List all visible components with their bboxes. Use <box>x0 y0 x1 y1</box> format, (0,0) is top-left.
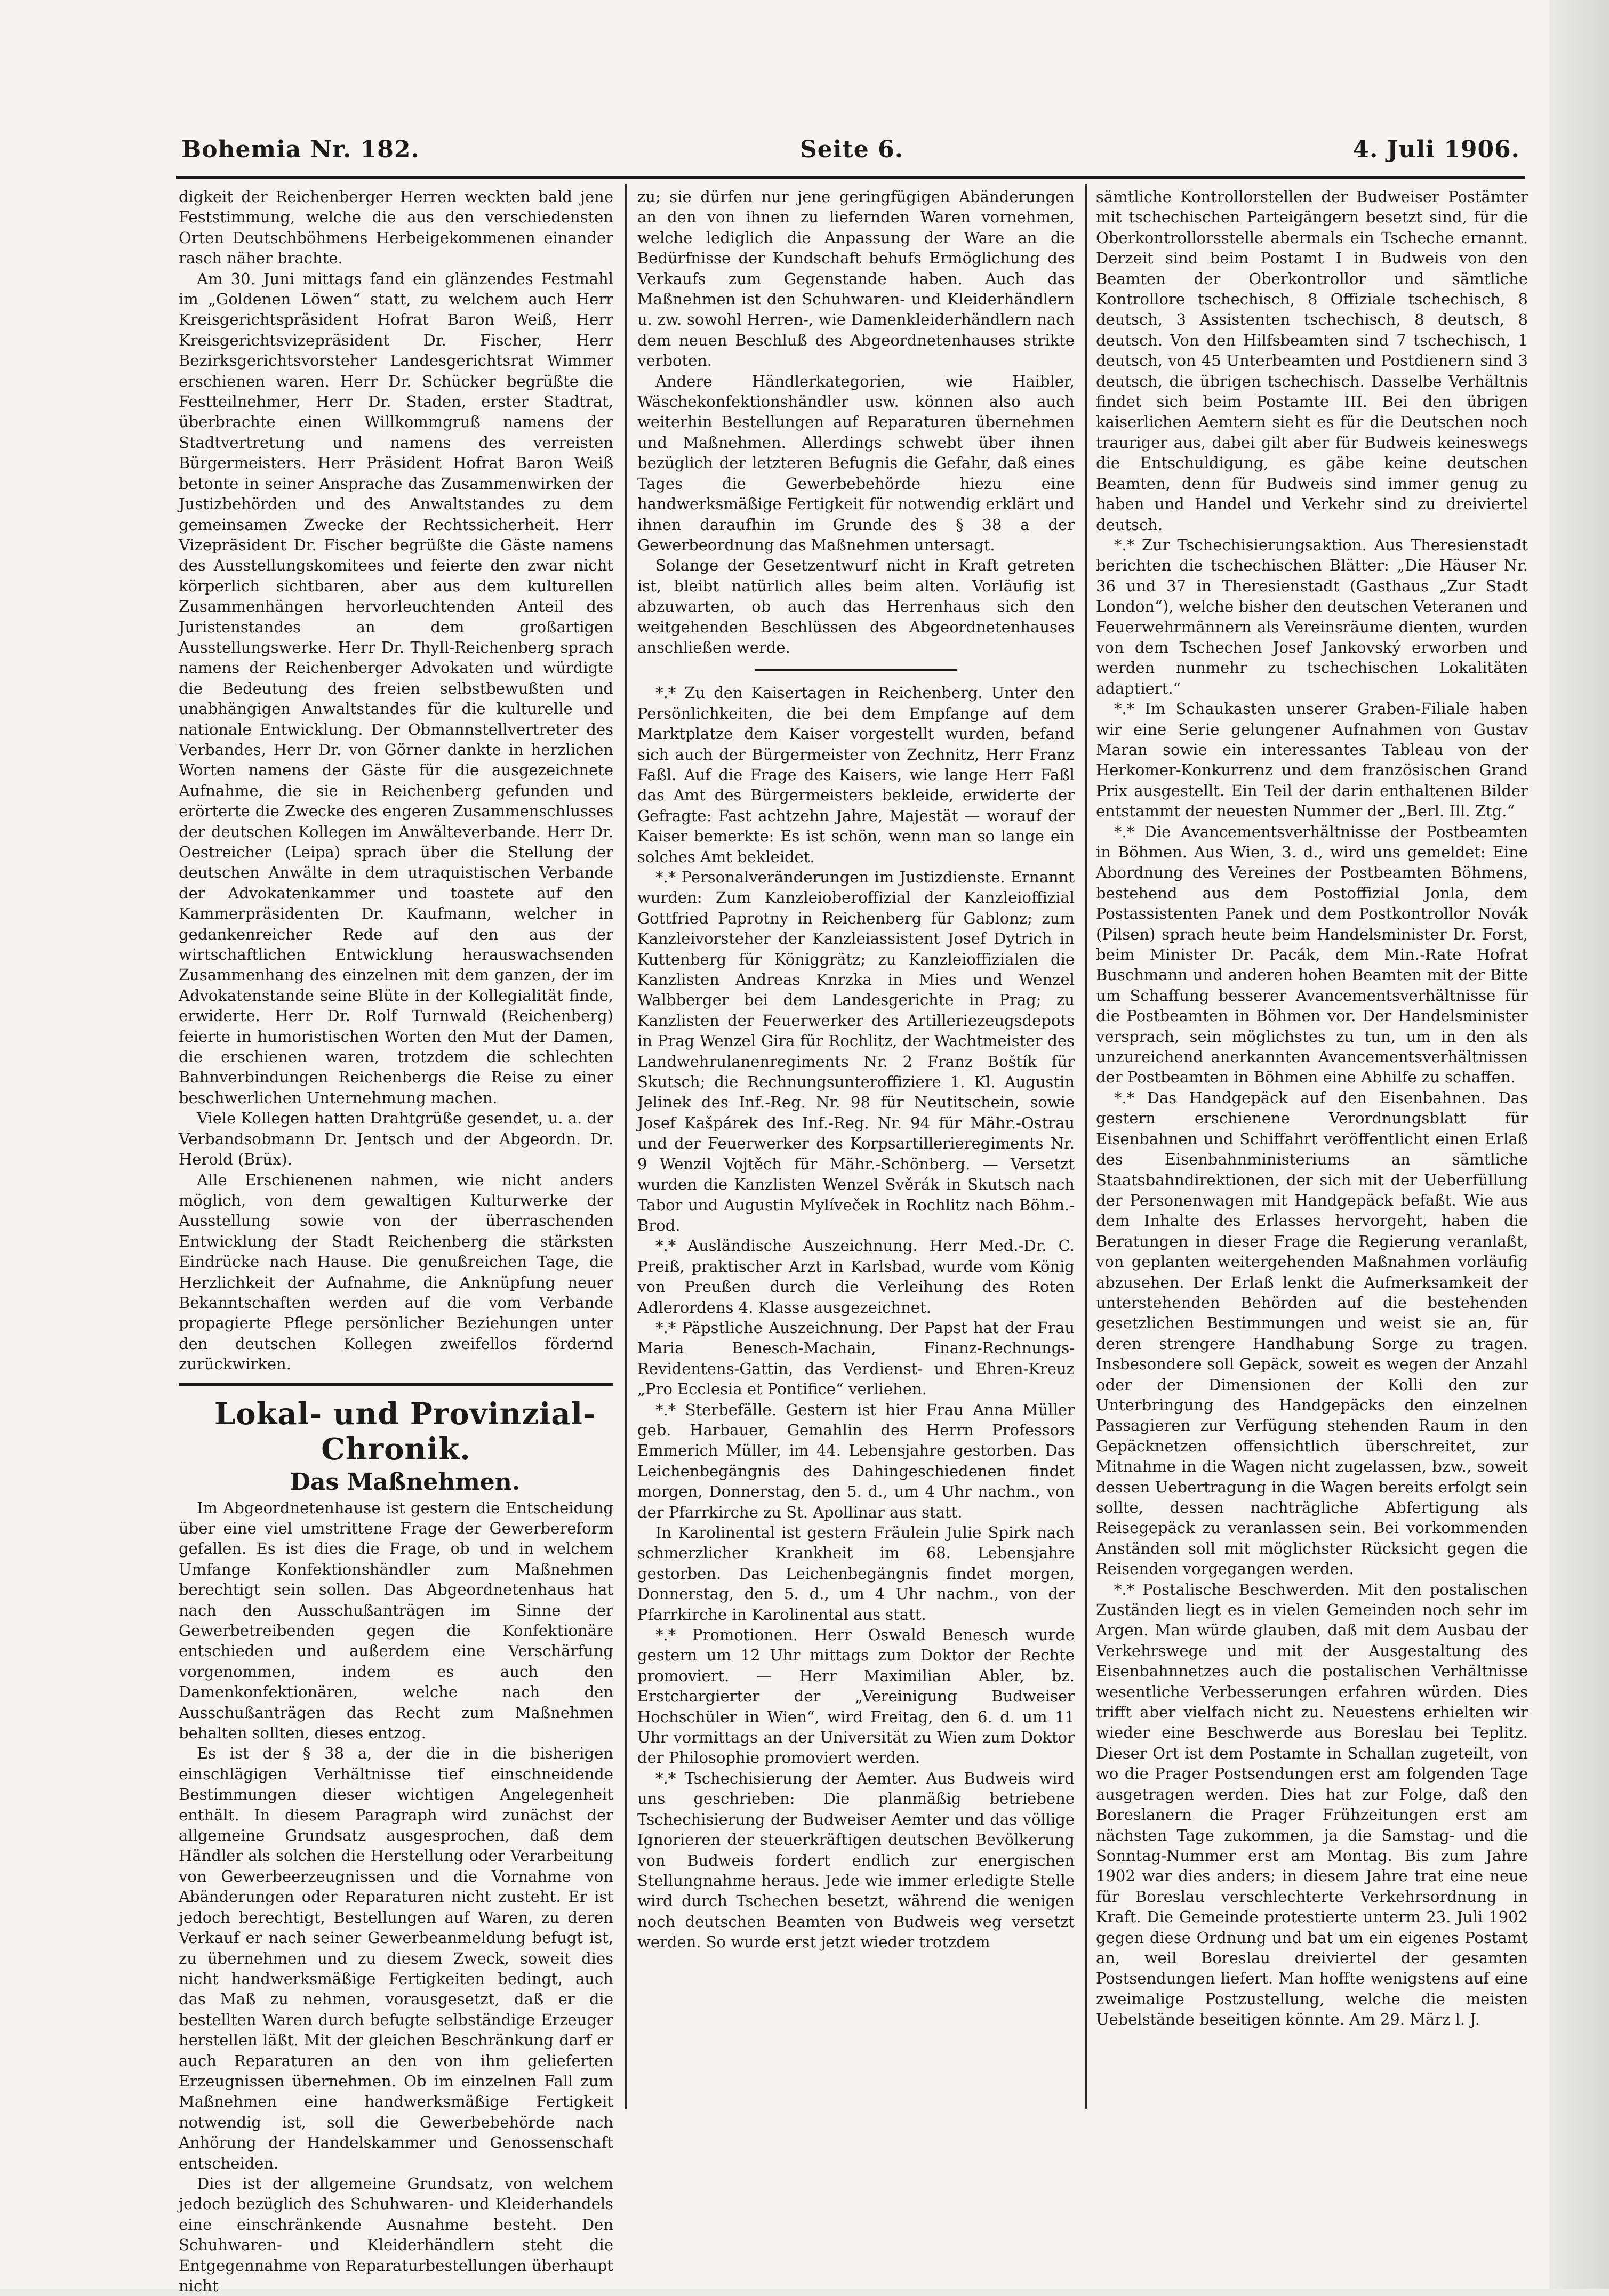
paragraph: Im Abgeordnetenhause ist gestern die Entscheidung über eine viel umstrittene Frage der Gewerbereform gefallen. Es ist dies die Frage, ob und in welchem Umfange Konfektionshändler zum Maßnehmen berechtigt sein sollen. Das Abgeordnetenhaus hat nach den Ausschußanträgen im Sinne der Gewerbetreibenden gegen die Konfektionäre entschieden und außerdem eine Verschärfung vorgenommen, indem es auch den Damenkonfektionären, welche nach den Ausschußanträgen das Recht zum Maßnehmen behalten sollten, dieses entzog. <box>179 1498 613 1743</box>
news-item: *.* Päpstliche Auszeichnung. Der Papst hat der Frau Maria Benesch-Machain, Finanz-Rechnungs-Revidentens-Gattin, das Verdienst- und Ehren-Kreuz „Pro Ecclesia et Pontifice“ verliehen. <box>637 1318 1075 1399</box>
news-item: *.* Zu den Kaisertagen in Reichenberg. Unter den Persönlichkeiten, die bei dem Empfange auf dem Marktplatze dem Kaiser vorgestellt wurden, befand sich auch der Bürgermeister von Zechnitz, Herr Franz Faßl. Auf die Frage des Kaisers, wie lange Herr Faßl das Amt des Bürgermeisters bekleide, erwiderte der Gefragte: Fast achtzehn Jahre, Majestät — worauf der Kaiser bemerkte: Es ist schön, wenn man so lange ein solches Amt bekleidet. <box>637 684 1075 866</box>
paragraph: Es ist der § 38 a, der die in die bisherigen einschlägigen Verhältnisse tief einschneidende Bestimmungen dieser wichtigen Angelegenheit enthält. In diesem Paragraph wird zunächst der allgemeine Grundsatz ausgesprochen, daß dem Händler als solchen die Herstellung oder Verarbeitung von Gewerbeerzeugnissen und die Vornahme von Abänderungen oder Reparaturen nicht zusteht. Er ist jedoch berechtigt, Bestellungen auf Waren, zu deren Verkauf er nach seiner Gewerbeanmeldung befugt ist, zu übernehmen und zu diesem Zweck, soweit dies nicht handwerksmäßige Fertigkeiten bedingt, auch das Maß zu nehmen, vorausgesetzt, daß er die bestellten Waren durch befugte selbständige Erzeuger herstellen läßt. Mit der gleichen Beschränkung darf er auch Reparaturen an den von ihm gelieferten Erzeugnissen übernehmen. Ob im einzelnen Fall zum Maßnehmen eine handwerksmäßige Fertigkeit notwendig ist, soll die Gewerbebehörde nach Anhörung der Handelskammer und Genossenschaft entscheiden. <box>179 1744 613 2172</box>
section-rule <box>179 1383 613 1386</box>
header-center: Seite 6. <box>800 136 904 163</box>
section-title: Lokal- und Provinzial-Chronik. <box>214 1396 596 1467</box>
news-item: *.* Promotionen. Herr Oswald Benesch wurde gestern um 12 Uhr mittags zum Doktor der Rechte promoviert. — Herr Maximilian Abler, bz. Erstchargierter der „Vereinigung Budweiser Hochschüler in Wien“, wird Freitag, den 6. d. um 11 Uhr vormittags an der Universität zu Wien zum Doktor der Philosophie promoviert werden. <box>637 1626 1075 1767</box>
page-header <box>181 136 1520 173</box>
article-title: Das Maßnehmen. <box>290 1468 521 1496</box>
paragraph: Viele Kollegen hatten Drahtgrüße gesendet, u. a. der Verbandsobmann Dr. Jentsch und der Abgeordn. Dr. Herold (Brüx). <box>179 1109 613 1169</box>
column-3 <box>1096 187 1528 2122</box>
news-item: *.* Ausländische Auszeichnung. Herr Med.-Dr. C. Preiß, praktischer Arzt in Karlsbad, wurde vom König von Preußen durch die Verleihung des Roten Adlerordens 4. Klasse ausgezeichnet. <box>637 1237 1075 1316</box>
paragraph: In Karolinental ist gestern Fräulein Julie Spirk nach schmerzlicher Krankheit im 68. Lebensjahre gestorben. Das Leichenbegängnis findet morgen, Donnerstag, den 5. d., um 4 Uhr nachm., von der Pfarrkirche in Karolinental aus statt. <box>637 1523 1075 1624</box>
header-left: Bohemia Nr. 182. <box>181 136 420 163</box>
column-2 <box>637 187 1075 2122</box>
paragraph: sämtliche Kontrollorstellen der Budweiser Postämter mit tschechischen Parteigängern besetzt sind, für die Oberkontrollorsstelle abermals ein Tscheche ernannt. Derzeit sind beim Postamt I in Budweis von den Beamten der Oberkontrollor und sämtliche Kontrollore tschechisch, 8 Offiziale tschechisch, 8 deutsch, 3 Assistenten tschechisch, 8 deutsch, 8 deutsch. Von den Hilfsbeamten sind 7 tschechisch, 1 deutsch, von 45 Unterbeamten und Postdienern sind 3 deutsch, die übrigen tschechisch. Dasselbe Verhältnis findet sich beim Postamte III. Bei den übrigen kaiserlichen Aemtern sieht es für die Deutschen noch trauriger aus, dabei gilt aber für Budweis keineswegs die Entschuldigung, es gäbe keine deutschen Beamten, denn für Budweis sind immer genug zu haben und Handel und Verkehr sind zu dreiviertel deutsch. <box>1096 188 1528 534</box>
column-1 <box>179 187 613 2295</box>
news-item: *.* Das Handgepäck auf den Eisenbahnen. Das gestern erschienene Verordnungsblatt für Eisenbahnen und Schiffahrt veröffentlicht einen Erlaß des Eisenbahnministeriums an sämtliche Staatsbahndirektionen, der sich mit der Ueberfüllung der Personenwagen mit Handgepäck befaßt. Wie aus dem Inhalte des Erlasses hervorgeht, haben die Beratungen in dieser Frage die Regierung veranlaßt, von geplanten weitergehenden Maßnahmen vorläufig abzusehen. Der Erlaß lenkt die Aufmerksamkeit der unterstehenden Behörden auf die bestehenden gesetzlichen Bestimmungen und weist sie an, für deren strengere Handhabung Sorge zu tragen. Insbesondere soll Gepäck, soweit es wegen der Anzahl oder der Dimensionen der Kolli den zur Unterbringung des Handgepäcks den einzelnen Passagieren zur Verfügung stehenden Raum in den Gepäcknetzen offensichtlich überschreitet, zur Mitnahme in die Wagen nicht zugelassen, bzw., soweit dessen Uebertragung in die Wagen bereits erfolgt sein sollte, dessen nachträgliche Abfertigung als Reisegepäck zu veranlassen sein. Bei vorkommenden Anständen soll mit möglichster Rücksicht gegen die Reisenden vorgegangen werden. <box>1096 1088 1528 1578</box>
news-item: *.* Tschechisierung der Aemter. Aus Budweis wird uns geschrieben: Die planmäßig betriebene Tschechisierung der Budweiser Aemter und das völlige Ignorieren der steuerkräftigen deutschen Bevölkerung von Budweis fordert endlich zur energischen Stellungnahme heraus. Jede wie immer erledigte Stelle wird durch Tschechen besetzt, während die wenigen noch deutschen Beamten von Budweis weg versetzt werden. So wurde erst jetzt wieder trotzdem <box>637 1769 1075 1952</box>
column-divider-2 <box>1085 184 1087 2109</box>
news-item: *.* Sterbefälle. Gestern ist hier Frau Anna Müller geb. Harbauer, Gemahlin des Herrn Professors Emmerich Müller, im 44. Lebensjahre gestorben. Das Leichenbegängnis des Dahingeschiedenen findet morgen, Donnerstag, den 5. d., um 4 Uhr nachm., von der Pfarrkirche zu St. Apollinar aus statt. <box>637 1400 1075 1521</box>
news-item: *.* Postalische Beschwerden. Mit den postalischen Zuständen liegt es in vielen Gemeinden noch sehr im Argen. Man würde glauben, daß mit dem Ausbau der Verkehrswege und mit der Ausgestaltung des Eisenbahnnetzes auch die postalischen Verhältnisse wesentliche Verbesserungen erfahren würden. Dies trifft aber vielfach nicht zu. Neuestens erhielten wir wieder eine Beschwerde aus Boreslau bei Teplitz. Dieser Ort ist dem Postamte in Schallan zugeteilt, von wo die Prager Postsendungen erst am folgenden Tage ausgetragen werden. Dies hat zur Folge, daß den Boreslanern die Prager Frühzeitungen erst am nächsten Tage zukommen, ja die Samstag- und die Sonntag-Nummer erst am Montag. Bis zum Jahre 1902 war dies anders; in diesem Jahre trat eine neue für Boreslau verschlechterte Verkehrsordnung in Kraft. Die Gemeinde protestierte unterm 23. Juli 1902 gegen diese Ordnung und bat um ein eigenes Postamt an, weil Boreslau dreiviertel der gesamten Postsendungen liefert. Man hoffte wenigstens auf eine zweimalige Postzustellung, welche die meisten Uebelstände beseitigen könnte. Am 29. März l. J. <box>1096 1580 1528 2029</box>
news-item: *.* Die Avancementsverhältnisse der Postbeamten in Böhmen. Aus Wien, 3. d., wird uns gemeldet: Eine Abordnung des Vereines der Postbeamten Böhmens, bestehend aus dem Postoffizial Jonla, dem Postassistenten Panek und dem Postkontrollor Novák (Pilsen) sprach heute beim Handelsminister Dr. Forst, beim Minister Dr. Pacák, dem Min.-Rate Hofrat Buschmann und anderen hohen Beamten mit der Bitte um Schaffung besserer Avancementsverhältnisse für die Postbeamten in Böhmen vor. Der Handelsminister versprach, sein möglichstes zu tun, um in den als unzureichend anerkannten Avancementsverhältnissen der Postbeamten in Böhmen eine Abhilfe zu schaffen. <box>1096 822 1528 1087</box>
paragraph: Solange der Gesetzentwurf nicht in Kraft getreten ist, bleibt natürlich alles beim alten. Vorläufig ist abzuwarten, ob auch das Herrenhaus sich den weitgehenden Beschlüssen des Abgeordnetenhauses anschließen werde. <box>637 556 1075 656</box>
paragraph: zu; sie dürfen nur jene geringfügigen Abänderungen an den von ihnen zu liefernden Waren vornehmen, welche lediglich die Anpassung der Ware an die Bedürfnisse der Kundschaft behufs Ermöglichung des Verkaufs zum Gegenstande haben. Auch das Maßnehmen ist den Schuhwaren- und Kleiderhändlern u. zw. sowohl Herren-, wie Damenkleiderhändlern nach dem neuen Beschluß des Abgeordnetenhauses strikte verboten. <box>637 188 1075 370</box>
news-item: *.* Im Schaukasten unserer Graben-Filiale haben wir eine Serie gelungener Aufnahmen von Gustav Maran sowie ein interessantes Tableau von der Herkomer-Konkurrenz und dem französischen Grand Prix ausgestellt. Ein Teil der darin enthaltenen Bilder entstammt der neuesten Nummer der „Berl. Ill. Ztg.“ <box>1096 700 1528 821</box>
paragraph: Dies ist der allgemeine Grundsatz, von welchem jedoch bezüglich des Schuhwaren- und Kleiderhandels eine einschränkende Ausnahme besteht. Den Schuhwaren- und Kleiderhändlern steht die Entgegennahme von Reparaturbestellungen überhaupt nicht <box>179 2174 613 2295</box>
paragraph: Alle Erschienenen nahmen, wie nicht anders möglich, von dem gewaltigen Kulturwerke der Ausstellung sowie von der überraschenden Entwicklung der Stadt Reichenberg die stärksten Eindrücke nach Hause. Die genußreichen Tage, die Herzlichkeit der Aufnahme, die Anknüpfung neuer Bekanntschaften werden auf die vom Verbande propagierte Pflege persönlicher Beziehungen unter den deutschen Kollegen zweifellos fördernd zurückwirken. <box>179 1170 613 1374</box>
news-item: *.* Personalveränderungen im Justizdienste. Ernannt wurden: Zum Kanzleioberoffizial der Kanzleioffizial Gottfried Paprotny in Reichenberg für Gablonz; zum Kanzleivorsteher der Kanzleiassistent Josef Dytrich in Kuttenberg für Königgrätz; zu Kanzleioffizialen die Kanzlisten Andreas Knrzka in Mies und Wenzel Walbberger bei dem Landesgerichte in Prag; zu Kanzlisten der Feuerwerker des Artilleriezeugsdepots in Prag Wenzel Gira für Rochlitz, der Wachtmeister des Landwehrulanenregiments Nr. 2 Franz Boštík für Skutsch; die Rechnungsunteroffiziere 1. Kl. Augustin Jelinek des Inf.-Reg. Nr. 98 für Neutitschein, sowie Josef Kašpárek des Inf.-Reg. Nr. 94 für Mähr.-Ostrau und der Feuerwerker des Korpsartillerieregiments Nr. 9 Wenzil Vojtěch für Mähr.-Schönberg. — Versetzt wurden die Kanzlisten Wenzel Svěrák in Skutsch nach Tabor und Augustin Mylíveček in Rochlitz nach Böhm.-Brod. <box>637 868 1075 1234</box>
paragraph: Andere Händlerkategorien, wie Haibler, Wäschekonfektionshändler usw. können also auch weiterhin Bestellungen auf Reparaturen übernehmen und Maßnehmen. Allerdings schwebt über ihnen bezüglich der letzteren Befugnis die Gefahr, daß eines Tages die Gewerbebehörde hiezu eine handwerksmäßige Fertigkeit für notwendig erklärt und ihnen daraufhin im Grunde des § 38 a der Gewerbeordnung das Maßnehmen untersagt. <box>637 372 1075 554</box>
page-edge-shadow <box>1549 0 1609 2289</box>
article-rule <box>755 669 957 671</box>
paragraph: Am 30. Juni mittags fand ein glänzendes Festmahl im „Goldenen Löwen“ statt, zu welchem auch Herr Kreisgerichtspräsident Hofrat Baron Weiß, Herr Kreisgerichtsvizepräsident Dr. Fischer, Herr Bezirksgerichtsvorsteher Landesgerichtsrat Wimmer erschienen waren. Herr Dr. Schücker begrüßte die Festteilnehmer, Herr Dr. Staden, erster Stadtrat, überbrachte einen Willkommgruß namens der Stadtvertretung und namens des verreisten Bürgermeisters. Herr Präsident Hofrat Baron Weiß betonte in seiner Ansprache das Zusammenwirken der Justizbehörden und des Anwaltstandes zu dem gemeinsamen Zwecke der Rechtssicherheit. Herr Vizepräsident Dr. Fischer begrüßte die Gäste namens des Ausstellungskomitees und feierte den zwar nicht körperlich sichtbaren, aber aus dem kulturellen Zusammenhängen hervorleuchtenden Anteil des Juristenstandes an dem großartigen Ausstellungswerke. Herr Dr. Thyll-Reichenberg sprach namens der Reichenberger Advokaten und würdigte die Bedeutung des freien selbstbewußten und unabhängigen Anwaltstandes für die kulturelle und nationale Entwicklung. Der Obmannstellvertreter des Verbandes, Herr Dr. von Görner dankte in herzlichen Worten namens der Gäste für die ausgezeichnete Aufnahme, die sie in Reichenberg gefunden und erörterte die Zwecke des engeren Zusammenschlusses der deutschen Kollegen im Anwälteverbande. Herr Dr. Oestreicher (Leipa) sprach über die Stellung der deutschen Anwälte in dem utraquistischen Verbande der Advokatenkammer und toastete auf den Kammerpräsidenten Dr. Kaufmann, welcher in gedankenreicher Rede auf den aus der wirtschaftlichen Entwicklung herauswachsenden Zusammenhang des einzelnen mit dem ganzen, der im Advokatenstande seine Blüte in der Kollegialität finde, erwiderte. Herr Dr. Rolf Turnwald (Reichenberg) feierte in humoristischen Worten den Mut der Damen, die erschienen waren, trotzdem die schlechten Bahnverbindungen Reichenbergs die Reise zu einer beschwerlichen Unternehmung machen. <box>179 269 613 1107</box>
paragraph: digkeit der Reichenberger Herren weckten bald jene Feststimmung, welche die aus den verschiedensten Orten Deutschböhmens Herbeigekommenen einander rasch näher brachte. <box>179 188 613 268</box>
header-right: 4. Juli 1906. <box>1352 136 1520 163</box>
header-rule <box>176 176 1525 179</box>
column-divider-1 <box>625 184 627 2109</box>
news-item: *.* Zur Tschechisierungsaktion. Aus Theresienstadt berichten die tschechischen Blätter: „Die Häuser Nr. 36 und 37 in Theresienstadt (Gasthaus „Zur Stadt London“), welche bisher den deutschen Veteranen und Feuerwehrmännern als Vereinsräume dienten, wurden von dem Tschechen Josef Jankovský erworben und werden nunmehr zu tschechischen Lokalitäten adaptiert.“ <box>1096 535 1528 697</box>
